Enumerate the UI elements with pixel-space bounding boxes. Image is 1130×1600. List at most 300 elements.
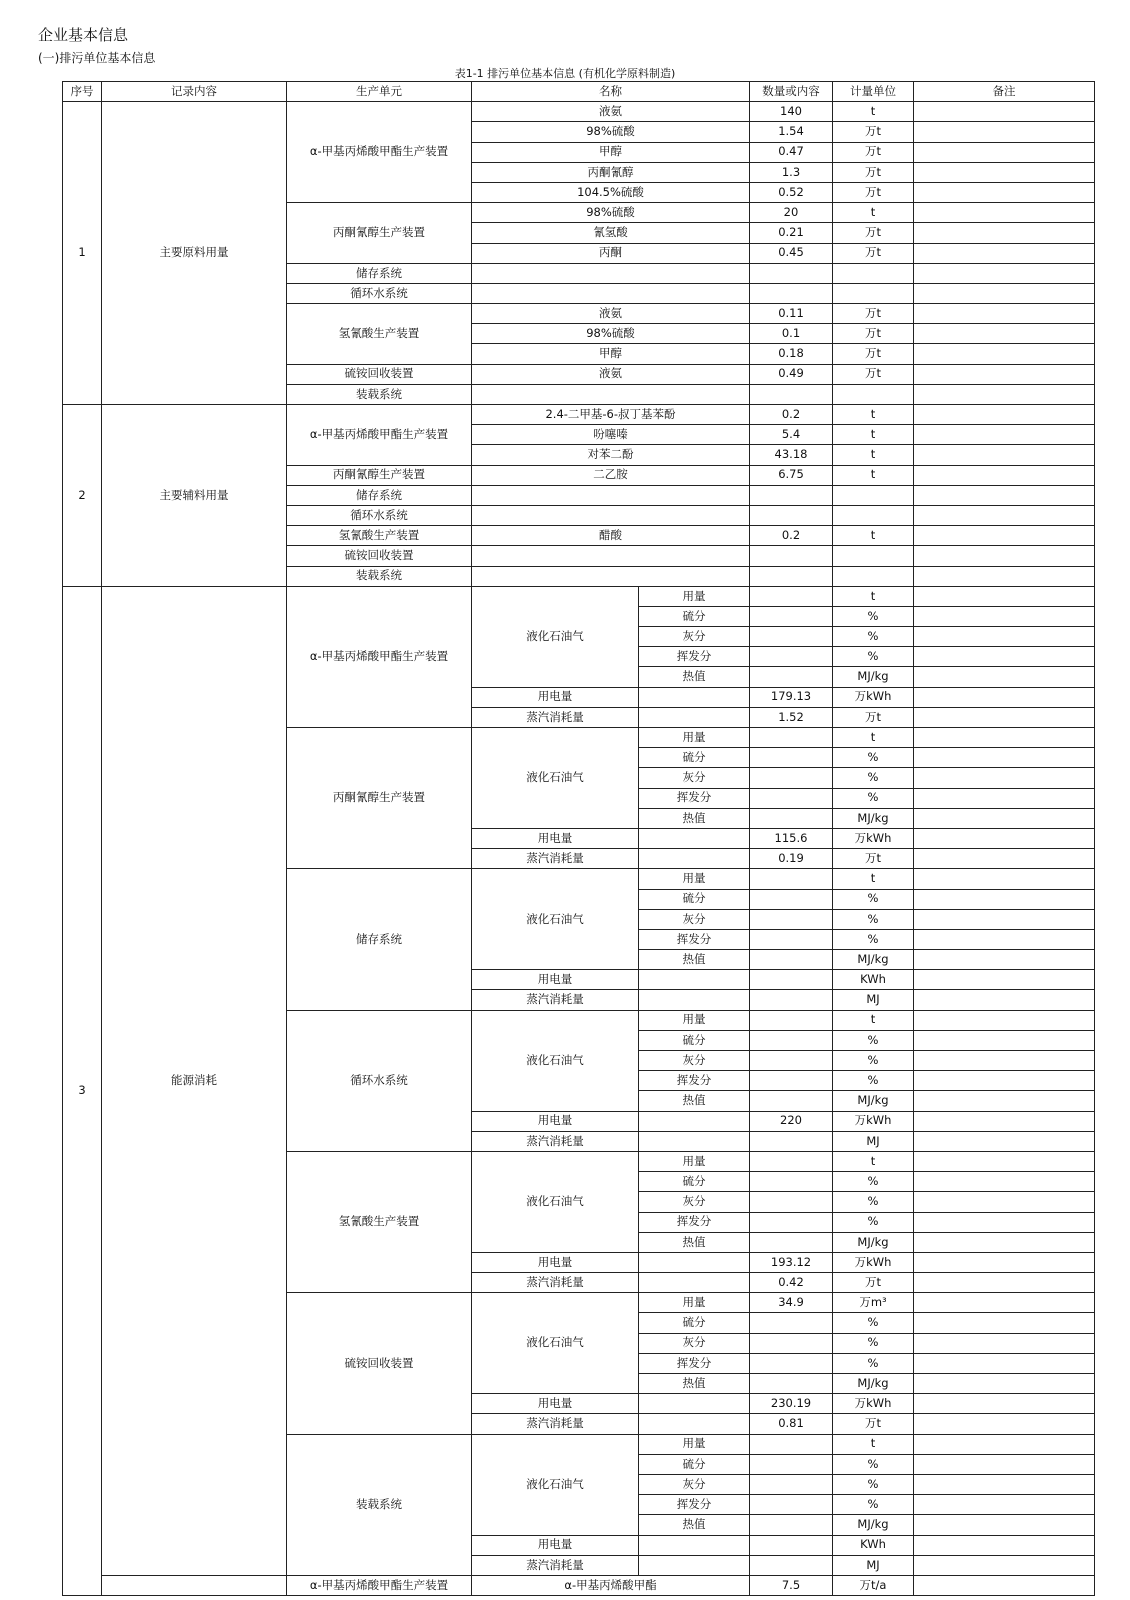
table-row: [63, 586, 1095, 606]
item-measure: t: [833, 728, 914, 748]
item-remark: [914, 425, 1095, 445]
item-name: [472, 505, 750, 525]
item-remark: [914, 243, 1095, 263]
item-quantity: [750, 889, 833, 909]
item-quantity: 0.11: [750, 304, 833, 324]
item-name: [472, 263, 750, 283]
item-quantity: [750, 768, 833, 788]
item-measure: 万t/a: [833, 1575, 914, 1595]
info-table: [62, 81, 1095, 1596]
item-measure: %: [833, 647, 914, 667]
item-quantity: 0.45: [750, 243, 833, 263]
header-record: 记录内容: [102, 82, 287, 102]
item-measure: %: [833, 1474, 914, 1494]
item-quantity: 34.9: [750, 1293, 833, 1313]
item-remark: [914, 1434, 1095, 1454]
table-row: [63, 102, 1095, 122]
item-remark: [914, 1172, 1095, 1192]
item-measure: 万t: [833, 849, 914, 869]
item-remark: [914, 1212, 1095, 1232]
item-remark: [914, 526, 1095, 546]
item-measure: [833, 384, 914, 404]
item-name: 丙酮氰醇: [472, 162, 750, 182]
item-remark: [914, 1293, 1095, 1313]
item-name: 98%硫酸: [472, 324, 750, 344]
power-label: 用电量: [472, 970, 639, 990]
power-label: 用电量: [472, 687, 639, 707]
fuel-property: 用量: [639, 1434, 750, 1454]
steam-label: 蒸汽消耗量: [472, 849, 639, 869]
item-measure: 万t: [833, 344, 914, 364]
item-measure: %: [833, 788, 914, 808]
item-measure: KWh: [833, 1535, 914, 1555]
production-unit: α-甲基丙烯酸甲酯生产装置: [287, 586, 472, 727]
item-measure: %: [833, 768, 914, 788]
item-name: 98%硫酸: [472, 122, 750, 142]
production-unit: 丙酮氰醇生产装置: [287, 465, 472, 485]
fuel-property: 挥发分: [639, 929, 750, 949]
fuel-property: 热值: [639, 950, 750, 970]
item-name: 甲醇: [472, 344, 750, 364]
fuel-property: 热值: [639, 1515, 750, 1535]
item-remark: [914, 1252, 1095, 1272]
item-remark: [914, 1394, 1095, 1414]
item-name: 2.4-二甲基-6-叔丁基苯酚: [472, 405, 750, 425]
item-remark: [914, 1555, 1095, 1575]
power-label: 用电量: [472, 1394, 639, 1414]
production-unit: 装载系统: [287, 384, 472, 404]
item-remark: [914, 990, 1095, 1010]
item-quantity: [750, 970, 833, 990]
item-remark: [914, 586, 1095, 606]
item-name: [472, 546, 750, 566]
item-quantity: [750, 283, 833, 303]
item-measure: 万t: [833, 364, 914, 384]
blank-cell: [639, 687, 750, 707]
item-remark: [914, 1313, 1095, 1333]
fuel-property: 热值: [639, 1091, 750, 1111]
row-number: 2: [63, 405, 102, 587]
table-row: [63, 1575, 1095, 1595]
item-measure: 万t: [833, 1414, 914, 1434]
item-remark: [914, 909, 1095, 929]
fuel-property: 挥发分: [639, 788, 750, 808]
item-measure: [833, 283, 914, 303]
header-measure: 计量单位: [833, 82, 914, 102]
blank-cell: [639, 1555, 750, 1575]
fuel-property: 热值: [639, 667, 750, 687]
fuel-name: 液化石油气: [472, 1293, 639, 1394]
item-remark: [914, 505, 1095, 525]
item-quantity: [750, 1313, 833, 1333]
item-remark: [914, 869, 1095, 889]
item-quantity: [750, 1454, 833, 1474]
item-measure: 万t: [833, 304, 914, 324]
item-remark: [914, 203, 1095, 223]
fuel-property: 热值: [639, 808, 750, 828]
steam-label: 蒸汽消耗量: [472, 1131, 639, 1151]
fuel-property: 挥发分: [639, 647, 750, 667]
item-measure: t: [833, 405, 914, 425]
record-content: 主要辅料用量: [102, 405, 287, 587]
item-remark: [914, 950, 1095, 970]
item-measure: %: [833, 627, 914, 647]
item-measure: %: [833, 1313, 914, 1333]
item-remark: [914, 1151, 1095, 1171]
item-remark: [914, 122, 1095, 142]
header-unit: 生产单元: [287, 82, 472, 102]
item-remark: [914, 627, 1095, 647]
fuel-property: 挥发分: [639, 1353, 750, 1373]
item-remark: [914, 1071, 1095, 1091]
item-quantity: [750, 950, 833, 970]
item-quantity: [750, 1151, 833, 1171]
blank-cell: [639, 828, 750, 848]
blank-cell: [639, 990, 750, 1010]
blank-cell: [639, 849, 750, 869]
blank-cell: [639, 707, 750, 727]
item-quantity: 1.54: [750, 122, 833, 142]
production-unit: α-甲基丙烯酸甲酯生产装置: [287, 405, 472, 466]
production-unit: 装载系统: [287, 566, 472, 586]
item-quantity: [750, 1495, 833, 1515]
fuel-property: 用量: [639, 1151, 750, 1171]
steam-label: 蒸汽消耗量: [472, 1273, 639, 1293]
fuel-name: 液化石油气: [472, 1010, 639, 1111]
item-name: 液氨: [472, 364, 750, 384]
item-remark: [914, 283, 1095, 303]
item-name: [472, 566, 750, 586]
item-quantity: [750, 1010, 833, 1030]
production-unit: 硫铵回收装置: [287, 546, 472, 566]
item-measure: MJ/kg: [833, 1232, 914, 1252]
item-quantity: [750, 869, 833, 889]
item-remark: [914, 728, 1095, 748]
production-unit: 硫铵回收装置: [287, 1293, 472, 1434]
item-quantity: 0.19: [750, 849, 833, 869]
item-remark: [914, 1111, 1095, 1131]
item-quantity: 179.13: [750, 687, 833, 707]
item-quantity: 0.18: [750, 344, 833, 364]
item-measure: 万kWh: [833, 687, 914, 707]
blank-cell: [639, 1535, 750, 1555]
record-content: [102, 1575, 287, 1595]
production-unit: 丙酮氰醇生产装置: [287, 203, 472, 264]
fuel-property: 用量: [639, 869, 750, 889]
row-number: 3: [63, 586, 102, 1595]
item-measure: t: [833, 1010, 914, 1030]
item-remark: [914, 344, 1095, 364]
item-remark: [914, 768, 1095, 788]
item-remark: [914, 828, 1095, 848]
item-remark: [914, 1454, 1095, 1474]
item-measure: MJ/kg: [833, 667, 914, 687]
item-measure: 万t: [833, 162, 914, 182]
item-measure: t: [833, 586, 914, 606]
item-quantity: 0.2: [750, 526, 833, 546]
fuel-property: 灰分: [639, 1051, 750, 1071]
item-remark: [914, 970, 1095, 990]
production-unit: α-甲基丙烯酸甲酯生产装置: [287, 102, 472, 203]
fuel-property: 硫分: [639, 1030, 750, 1050]
item-quantity: [750, 1474, 833, 1494]
item-remark: [914, 102, 1095, 122]
item-remark: [914, 707, 1095, 727]
item-quantity: 5.4: [750, 425, 833, 445]
fuel-property: 挥发分: [639, 1071, 750, 1091]
item-quantity: [750, 546, 833, 566]
item-quantity: 0.1: [750, 324, 833, 344]
item-quantity: [750, 606, 833, 626]
item-measure: t: [833, 869, 914, 889]
fuel-property: 硫分: [639, 606, 750, 626]
fuel-name: 液化石油气: [472, 1434, 639, 1535]
fuel-property: 挥发分: [639, 1495, 750, 1515]
production-unit: 循环水系统: [287, 505, 472, 525]
fuel-name: 液化石油气: [472, 586, 639, 687]
item-remark: [914, 687, 1095, 707]
item-remark: [914, 566, 1095, 586]
item-measure: 万t: [833, 707, 914, 727]
item-measure: 万t: [833, 243, 914, 263]
item-measure: t: [833, 1434, 914, 1454]
item-name: 丙酮: [472, 243, 750, 263]
item-quantity: 230.19: [750, 1394, 833, 1414]
item-quantity: [750, 1172, 833, 1192]
item-name: [472, 283, 750, 303]
item-quantity: 1.52: [750, 707, 833, 727]
item-remark: [914, 263, 1095, 283]
item-measure: MJ: [833, 1555, 914, 1575]
item-measure: t: [833, 425, 914, 445]
item-quantity: [750, 808, 833, 828]
header-no: 序号: [63, 82, 102, 102]
item-quantity: 0.21: [750, 223, 833, 243]
item-measure: %: [833, 1495, 914, 1515]
item-measure: 万kWh: [833, 1252, 914, 1272]
item-measure: MJ: [833, 990, 914, 1010]
steam-label: 蒸汽消耗量: [472, 707, 639, 727]
fuel-property: 硫分: [639, 1172, 750, 1192]
item-quantity: [750, 990, 833, 1010]
item-quantity: 43.18: [750, 445, 833, 465]
item-remark: [914, 1333, 1095, 1353]
item-measure: %: [833, 909, 914, 929]
item-remark: [914, 808, 1095, 828]
power-label: 用电量: [472, 1252, 639, 1272]
item-measure: t: [833, 445, 914, 465]
blank-cell: [639, 1414, 750, 1434]
item-name: 吩噻嗪: [472, 425, 750, 445]
blank-cell: [639, 1131, 750, 1151]
blank-cell: [639, 1394, 750, 1414]
item-remark: [914, 788, 1095, 808]
item-name: 对苯二酚: [472, 445, 750, 465]
fuel-property: 灰分: [639, 768, 750, 788]
header-qty: 数量或内容: [750, 82, 833, 102]
item-quantity: 0.49: [750, 364, 833, 384]
page-title: 企业基本信息: [38, 26, 129, 44]
item-quantity: [750, 1091, 833, 1111]
item-measure: [833, 505, 914, 525]
blank-cell: [639, 1273, 750, 1293]
item-measure: %: [833, 606, 914, 626]
item-remark: [914, 1414, 1095, 1434]
item-quantity: [750, 929, 833, 949]
item-remark: [914, 1131, 1095, 1151]
item-quantity: [750, 647, 833, 667]
item-remark: [914, 647, 1095, 667]
item-measure: MJ/kg: [833, 1515, 914, 1535]
item-measure: 万t: [833, 122, 914, 142]
item-measure: [833, 546, 914, 566]
production-unit: 装载系统: [287, 1434, 472, 1575]
item-quantity: [750, 1192, 833, 1212]
item-quantity: [750, 1515, 833, 1535]
item-remark: [914, 182, 1095, 202]
item-quantity: 0.2: [750, 405, 833, 425]
item-measure: [833, 263, 914, 283]
item-remark: [914, 364, 1095, 384]
item-remark: [914, 546, 1095, 566]
item-remark: [914, 1374, 1095, 1394]
item-remark: [914, 1474, 1095, 1494]
item-remark: [914, 1051, 1095, 1071]
item-remark: [914, 1232, 1095, 1252]
item-remark: [914, 667, 1095, 687]
table-row: [63, 405, 1095, 425]
steam-label: 蒸汽消耗量: [472, 1414, 639, 1434]
item-quantity: 220: [750, 1111, 833, 1131]
item-measure: MJ/kg: [833, 1091, 914, 1111]
item-remark: [914, 405, 1095, 425]
production-unit: 储存系统: [287, 263, 472, 283]
item-name: 二乙胺: [472, 465, 750, 485]
item-remark: [914, 1535, 1095, 1555]
header-remark: 备注: [914, 82, 1095, 102]
item-remark: [914, 1575, 1095, 1595]
table-body: [63, 102, 1095, 1596]
item-name: α-甲基丙烯酸甲酯: [472, 1575, 750, 1595]
item-quantity: [750, 586, 833, 606]
item-name: 醋酸: [472, 526, 750, 546]
fuel-property: 硫分: [639, 1454, 750, 1474]
power-label: 用电量: [472, 828, 639, 848]
item-remark: [914, 445, 1095, 465]
item-measure: %: [833, 1030, 914, 1050]
item-measure: MJ/kg: [833, 1374, 914, 1394]
item-measure: %: [833, 1051, 914, 1071]
fuel-property: 灰分: [639, 909, 750, 929]
item-name: 液氨: [472, 304, 750, 324]
production-unit: 丙酮氰醇生产装置: [287, 728, 472, 869]
item-name: 98%硫酸: [472, 203, 750, 223]
item-remark: [914, 1495, 1095, 1515]
fuel-property: 用量: [639, 1293, 750, 1313]
item-remark: [914, 1030, 1095, 1050]
item-quantity: [750, 505, 833, 525]
item-measure: %: [833, 929, 914, 949]
power-label: 用电量: [472, 1111, 639, 1131]
item-measure: 万t: [833, 1273, 914, 1293]
item-quantity: [750, 1030, 833, 1050]
item-quantity: 6.75: [750, 465, 833, 485]
record-content: 主要原料用量: [102, 102, 287, 405]
item-quantity: [750, 1333, 833, 1353]
item-quantity: [750, 1051, 833, 1071]
steam-label: 蒸汽消耗量: [472, 1555, 639, 1575]
item-measure: t: [833, 526, 914, 546]
item-remark: [914, 324, 1095, 344]
item-quantity: [750, 667, 833, 687]
item-quantity: 1.3: [750, 162, 833, 182]
item-measure: [833, 485, 914, 505]
item-measure: MJ/kg: [833, 950, 914, 970]
header-row: [63, 82, 1095, 102]
item-quantity: 0.52: [750, 182, 833, 202]
fuel-name: 液化石油气: [472, 869, 639, 970]
production-unit: 循环水系统: [287, 1010, 472, 1151]
item-quantity: [750, 627, 833, 647]
production-unit: 储存系统: [287, 869, 472, 1010]
item-quantity: [750, 566, 833, 586]
item-remark: [914, 1353, 1095, 1373]
item-remark: [914, 465, 1095, 485]
item-quantity: [750, 1212, 833, 1232]
item-quantity: 7.5: [750, 1575, 833, 1595]
item-measure: t: [833, 465, 914, 485]
production-unit: 储存系统: [287, 485, 472, 505]
item-remark: [914, 1273, 1095, 1293]
item-remark: [914, 889, 1095, 909]
item-measure: 万kWh: [833, 828, 914, 848]
item-name: [472, 485, 750, 505]
item-quantity: [750, 263, 833, 283]
item-quantity: [750, 1374, 833, 1394]
item-quantity: [750, 748, 833, 768]
item-measure: %: [833, 1172, 914, 1192]
fuel-name: 液化石油气: [472, 1151, 639, 1252]
item-remark: [914, 223, 1095, 243]
fuel-name: 液化石油气: [472, 728, 639, 829]
item-quantity: 20: [750, 203, 833, 223]
item-quantity: 140: [750, 102, 833, 122]
fuel-property: 热值: [639, 1232, 750, 1252]
item-measure: %: [833, 1333, 914, 1353]
blank-cell: [639, 970, 750, 990]
item-quantity: 0.81: [750, 1414, 833, 1434]
power-label: 用电量: [472, 1535, 639, 1555]
item-measure: 万kWh: [833, 1111, 914, 1131]
item-measure: %: [833, 889, 914, 909]
item-remark: [914, 142, 1095, 162]
section-title: (一)排污单位基本信息: [38, 51, 156, 65]
fuel-property: 硫分: [639, 889, 750, 909]
item-remark: [914, 606, 1095, 626]
item-measure: t: [833, 102, 914, 122]
item-quantity: [750, 788, 833, 808]
item-measure: %: [833, 1212, 914, 1232]
item-remark: [914, 162, 1095, 182]
production-unit: 氢氰酸生产装置: [287, 1151, 472, 1292]
item-remark: [914, 1192, 1095, 1212]
item-remark: [914, 849, 1095, 869]
item-quantity: [750, 1434, 833, 1454]
production-unit: 循环水系统: [287, 283, 472, 303]
row-number: 1: [63, 102, 102, 405]
item-remark: [914, 1010, 1095, 1030]
item-quantity: [750, 485, 833, 505]
